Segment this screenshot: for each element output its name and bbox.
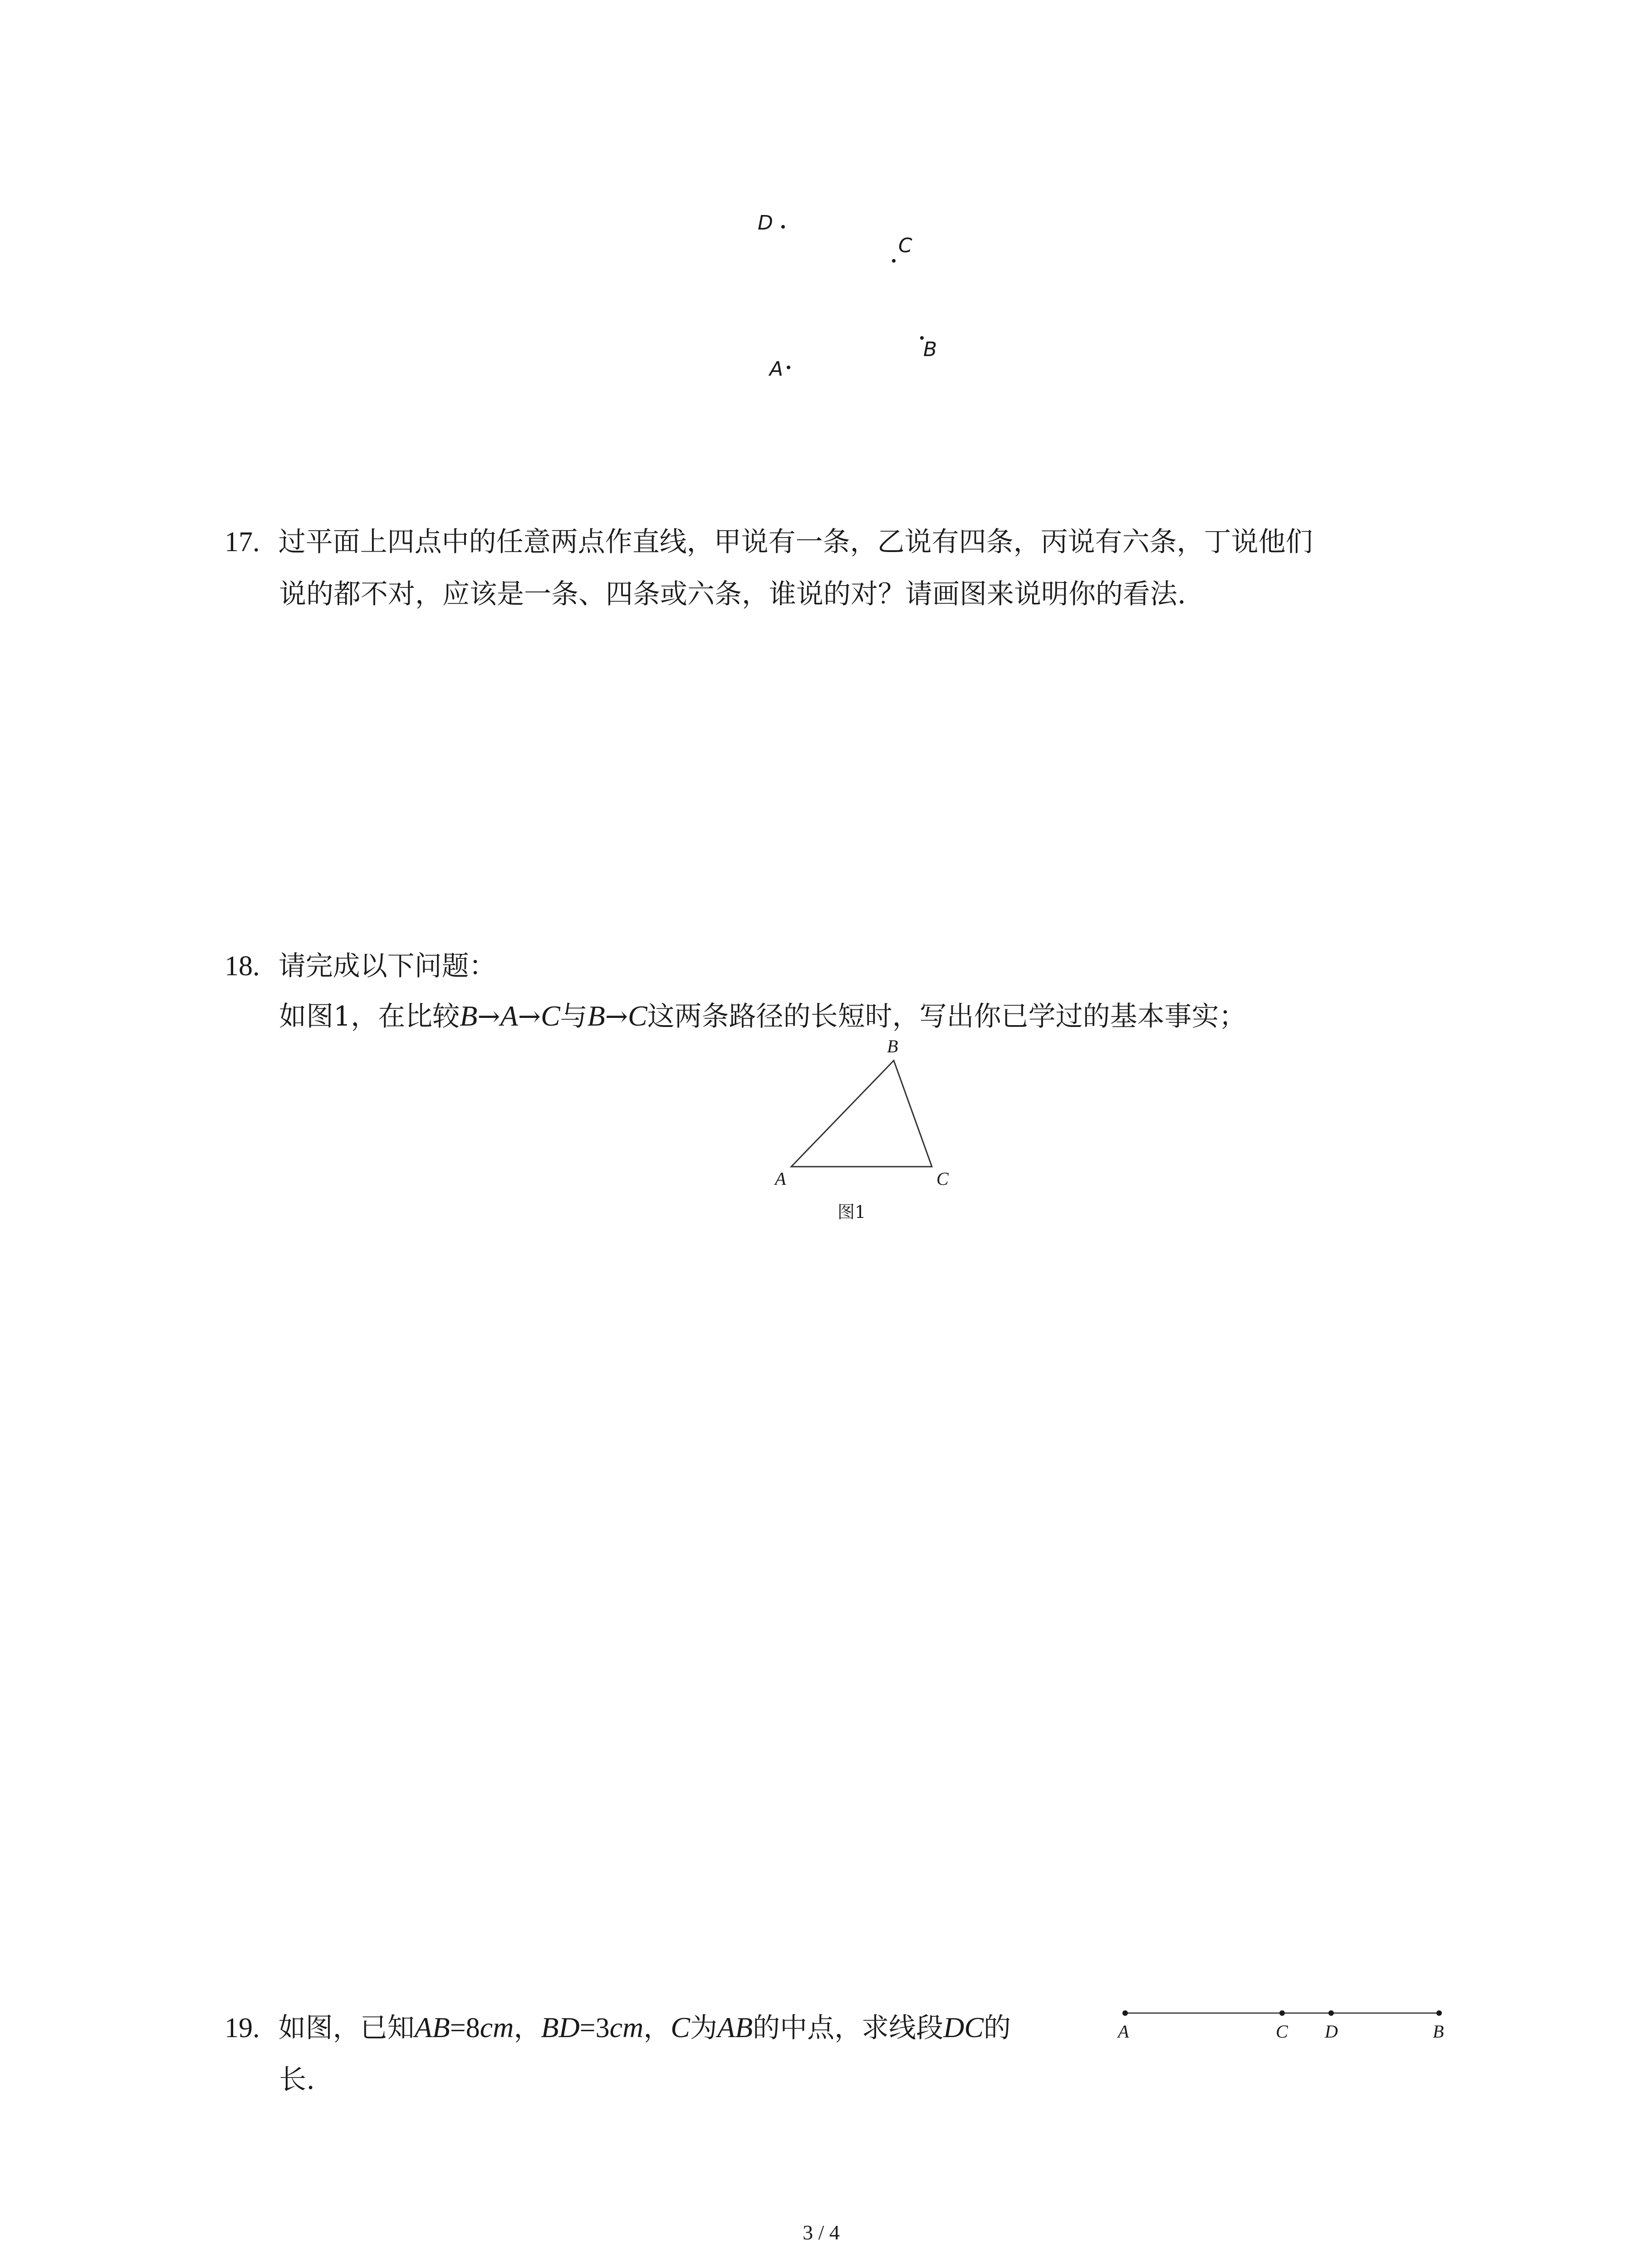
page-indicator: 3 / 4: [803, 2221, 840, 2244]
point-label-b: B: [923, 338, 937, 361]
question-text-line: 说的都不对，应该是一条、四条或六条，谁说的对？请画图来说明你的看法.: [279, 578, 1186, 610]
arrow: →: [605, 1001, 628, 1032]
text-run: 如图，已知: [278, 2012, 415, 2044]
question-number: 19.: [225, 2013, 260, 2043]
question-text-line: 长.: [279, 2064, 315, 2096]
question-number: 18.: [225, 951, 260, 982]
point-a: [787, 366, 790, 369]
math-var: C: [671, 2011, 690, 2043]
text-run: 这两条路径的长短时，写出你已学过的基本事实；: [647, 1001, 1246, 1032]
point-label-b: B: [1433, 2021, 1444, 2042]
question-17-line2: [279, 572, 1186, 617]
point-label-a: A: [769, 357, 784, 381]
vertex-label-c: C: [936, 1168, 949, 1189]
text-run: 如图1，在比较: [279, 1001, 460, 1032]
math-var: AB: [414, 2011, 450, 2043]
text-run: 的: [984, 2012, 1011, 2044]
point-label-d: D: [758, 211, 773, 235]
text-run: ，: [514, 2012, 541, 2044]
question-18: [225, 943, 496, 989]
point-a: [1122, 2010, 1128, 2016]
vertex-label-b: B: [887, 1036, 898, 1056]
math-unit: cm: [480, 2011, 514, 2043]
point-d: [1328, 2010, 1334, 2016]
question-17: [225, 519, 1313, 565]
math-unit: cm: [609, 2011, 644, 2043]
point-d: [781, 225, 785, 229]
math-var: B: [587, 1000, 605, 1032]
figure-caption: 图1: [838, 1202, 866, 1222]
text-run: 为: [690, 2012, 717, 2044]
question-text-line: 请完成以下问题：: [278, 950, 496, 982]
math-var: DC: [943, 2011, 984, 2043]
point-c: [1279, 2010, 1285, 2016]
question-19: [225, 2005, 1011, 2051]
math-var: C: [628, 1000, 647, 1032]
segment-figure: [1098, 1996, 1461, 2050]
point-b: [1436, 2010, 1442, 2016]
math-var: AB: [717, 2011, 753, 2043]
point-c: [892, 259, 896, 263]
math-var: C: [540, 1000, 560, 1032]
question-18-line2: [279, 993, 1246, 1039]
math-var: BD: [541, 2011, 580, 2043]
number-run: =3: [579, 2013, 610, 2043]
text-run: 的中点，求线段: [753, 2012, 944, 2044]
point-label-c: C: [1276, 2021, 1288, 2042]
math-var: B: [460, 1000, 478, 1032]
question-19-line2: [279, 2057, 315, 2102]
number-run: =8: [450, 2013, 480, 2043]
arrow: →: [477, 1001, 500, 1032]
triangle-abc: [791, 1061, 932, 1167]
triangle-figure: [762, 1034, 971, 1225]
text-run: 与: [560, 1001, 588, 1032]
point-label-d: D: [1325, 2021, 1338, 2042]
math-var: A: [500, 1000, 518, 1032]
question-number: 17.: [225, 527, 260, 557]
text-run: ，: [643, 2012, 671, 2044]
four-points-figure: [744, 200, 998, 395]
point-label-a: A: [1118, 2021, 1129, 2042]
arrow: →: [518, 1001, 541, 1032]
point-label-c: C: [898, 234, 912, 257]
vertex-label-a: A: [775, 1168, 786, 1189]
question-text-line: 过平面上四点中的任意两点作直线，甲说有一条，乙说有四条，丙说有六条，丁说他们: [278, 526, 1313, 558]
